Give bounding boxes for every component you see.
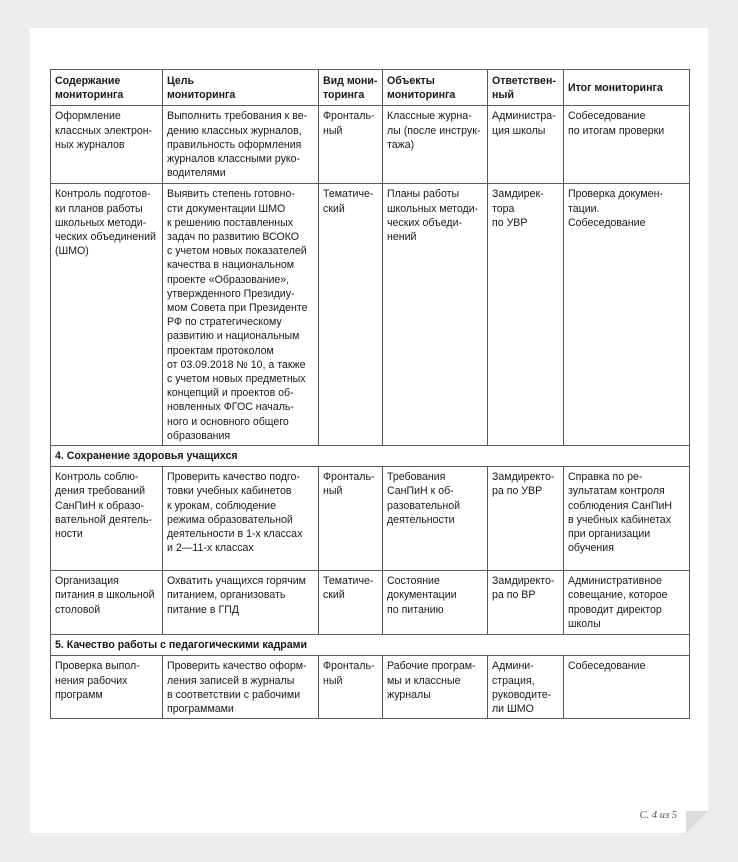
cell-goal: Проверить качество подго- товки учебных кабинетов к урокам, соблюдение режима образовательной деятельности в 1-х классах и 2—11-х классах [163, 467, 319, 571]
cell-content: Оформление классных электрон- ных журналов [51, 106, 163, 184]
cell-result: Собеседование по итогам проверки [564, 106, 690, 184]
cell-result: Собеседование [564, 656, 690, 719]
cell-objects: Рабочие програм- мы и классные журналы [383, 656, 488, 719]
header-objects: Объекты мониторинга [383, 70, 488, 106]
cell-goal: Проверить качество оформ- ления записей в журналы в соответствии с рабочими программами [163, 656, 319, 719]
cell-goal: Выявить степень готовно- сти документации ШМО к решению поставленных задач по развитию ВСОКО с учетом новых показателей качества в национальном проекте «Образование», утвержденного Президиу- мом Совета при Президенте РФ по стратегическому развитию и национальным проектам протоколом от 03.09.2018 № 10, а также с учетом новых предметных концепций и проектов об- новленных ФГОС началь- ного и основного общего образования [163, 184, 319, 446]
cell-objects: Состояние документации по питанию [383, 571, 488, 635]
cell-content: Организация питания в школьной столовой [51, 571, 163, 635]
cell-responsible: Замдиректо- ра по УВР [488, 467, 564, 571]
cell-goal: Выполнить требования к ве- дению классных журналов, правильность оформления журналов классными руко- водителями [163, 106, 319, 184]
cell-objects: Классные журна- лы (после инструк- тажа) [383, 106, 488, 184]
cell-responsible: Администра- ция школы [488, 106, 564, 184]
header-result: Итог мониторинга [564, 70, 690, 106]
cell-result: Административное совещание, которое проводит директор школы [564, 571, 690, 635]
document-page [30, 28, 708, 833]
header-goal: Цель мониторинга [163, 70, 319, 106]
page-curl-corner [686, 811, 708, 833]
header-content: Содержание мониторинга [51, 70, 163, 106]
table-row [51, 184, 690, 446]
cell-result: Справка по ре- зультатам контроля соблюдения СанПиН в учебных кабинетах при организации обучения [564, 467, 690, 571]
section-row [51, 446, 690, 467]
table-row [51, 656, 690, 719]
table-header-row [51, 70, 690, 106]
cell-goal: Охватить учащихся горячим питанием, организовать питание в ГПД [163, 571, 319, 635]
cell-type: Фронталь- ный [319, 656, 383, 719]
cell-type: Фронталь- ный [319, 106, 383, 184]
cell-responsible: Замдирек- тора по УВР [488, 184, 564, 446]
section-heading-staff: 5. Качество работы с педагогическими кадрами [51, 635, 690, 656]
cell-content: Контроль соблю- дения требований СанПиН к образо- вательной деятель- ности [51, 467, 163, 571]
cell-objects: Планы работы школьных методи- ческих объеди- нений [383, 184, 488, 446]
section-heading-health: 4. Сохранение здоровья учащихся [51, 446, 690, 467]
cell-responsible: Замдиректо- ра по ВР [488, 571, 564, 635]
cell-type: Тематиче- ский [319, 184, 383, 446]
section-row [51, 635, 690, 656]
cell-type: Фронталь- ный [319, 467, 383, 571]
cell-type: Тематиче- ский [319, 571, 383, 635]
cell-content: Контроль подготов- ки планов работы школьных методи- ческих объединений (ШМО) [51, 184, 163, 446]
cell-result: Проверка докумен- тации. Собеседование [564, 184, 690, 446]
table-row [51, 467, 690, 571]
monitoring-table [50, 69, 690, 719]
header-responsible: Ответствен- ный [488, 70, 564, 106]
header-type: Вид мони- торинга [319, 70, 383, 106]
cell-responsible: Админи- страция, руководите- ли ШМО [488, 656, 564, 719]
page-number: С. 4 из 5 [639, 810, 677, 821]
table-row [51, 106, 690, 184]
table-row [51, 571, 690, 635]
cell-objects: Требования СанПиН к об- разовательной деятельности [383, 467, 488, 571]
cell-content: Проверка выпол- нения рабочих программ [51, 656, 163, 719]
